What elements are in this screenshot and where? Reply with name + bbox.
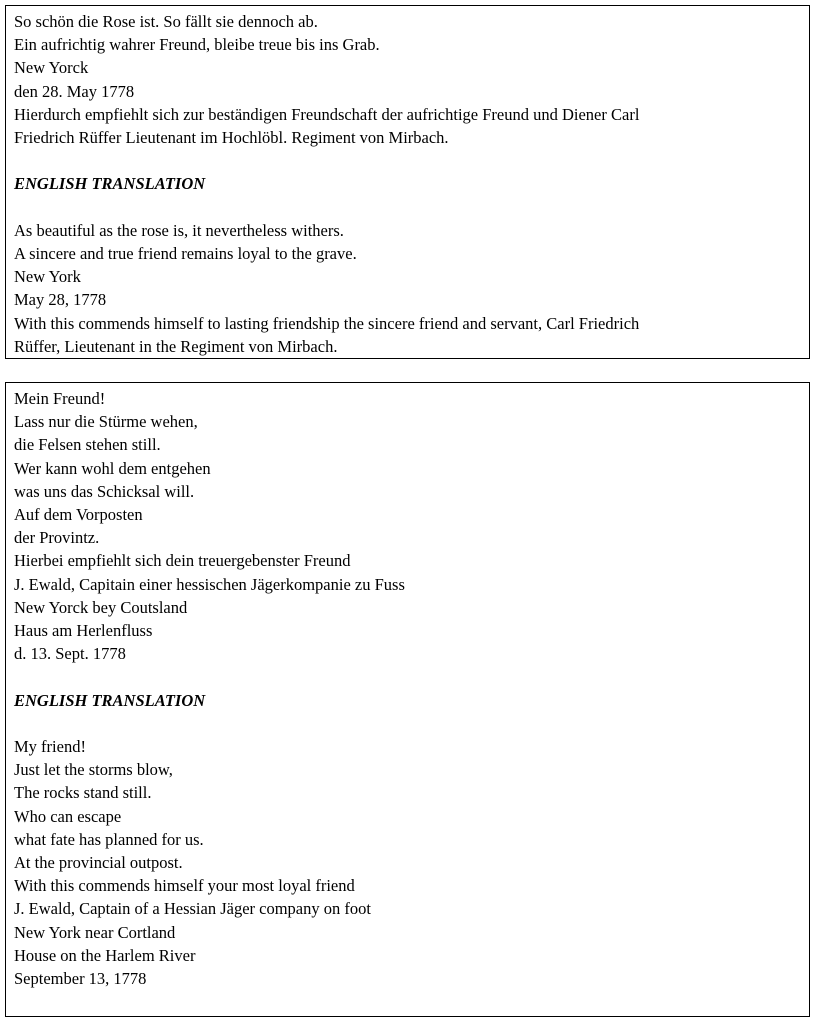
text-line: New Yorck bey Coutsland [14, 597, 188, 617]
text-line: J. Ewald, Captain of a Hessian Jäger company on foot [14, 899, 371, 919]
text-line: die Felsen stehen still. [14, 435, 161, 455]
text-line: A sincere and true friend remains loyal to the grave. [14, 244, 357, 263]
text-line: den 28. May 1778 [14, 81, 135, 101]
entry-box-ruffer [5, 5, 810, 359]
text-line: Hierbei empfiehlt sich dein treuergebenster Freund [14, 551, 351, 571]
text-line: J. Ewald, Capitain einer hessischen Jägerkompanie zu Fuss [14, 574, 405, 594]
text-line: Haus am Herlenfluss [14, 621, 153, 641]
blank-line [14, 196, 801, 219]
text-line: Hierdurch empfiehlt sich zur beständigen Freundschaft der aufrichtige Freund und Diener Carl [14, 104, 640, 124]
text-line: With this commends himself your most loyal friend [14, 876, 355, 896]
text-line: As beautiful as the rose is, it nevertheless withers. [14, 220, 344, 240]
text-line: Lass nur die Stürme wehen, [14, 412, 198, 432]
text-line: Mein Freund! [14, 389, 106, 408]
translation-heading: ENGLISH TRANSLATION [14, 174, 206, 194]
text-line: Rüffer, Lieutenant in the Regiment von Mirbach. [14, 336, 338, 356]
text-line: September 13, 1778 [14, 969, 147, 989]
translation-heading: ENGLISH TRANSLATION [14, 690, 206, 710]
original-text [14, 387, 801, 665]
text-line: Just let the storms blow, [14, 760, 173, 780]
blank-line [14, 665, 801, 688]
text-line: May 28, 1778 [14, 290, 107, 310]
text-line: was uns das Schicksal will. [14, 481, 195, 501]
translation-text [14, 735, 801, 990]
text-line: Who can escape [14, 806, 122, 826]
blank-line [14, 712, 801, 735]
text-line: what fate has planned for us. [14, 829, 204, 849]
text-line: der Provintz. [14, 528, 100, 548]
blank-line [14, 149, 801, 172]
entry-box-ewald [5, 382, 810, 1017]
text-line: So schön die Rose ist. So fällt sie dennoch ab. [14, 12, 318, 31]
text-line: My friend! [14, 737, 86, 757]
text-line: d. 13. Sept. 1778 [14, 644, 126, 664]
translation-text [14, 219, 801, 358]
text-line: New York near Cortland [14, 922, 176, 942]
text-line: With this commends himself to lasting friendship the sincere friend and servant, Carl Friedrich [14, 313, 640, 333]
text-line: Friedrich Rüffer Lieutenant im Hochlöbl. Regiment von Mirbach. [14, 128, 449, 148]
text-line: Ein aufrichtig wahrer Freund, bleibe treue bis ins Grab. [14, 35, 380, 55]
text-line: Wer kann wohl dem entgehen [14, 458, 211, 478]
text-line: House on the Harlem River [14, 945, 196, 965]
text-line: New York [14, 267, 81, 287]
text-line: The rocks stand still. [14, 783, 152, 803]
text-line: At the provincial outpost. [14, 853, 183, 873]
text-line: Auf dem Vorposten [14, 505, 143, 525]
original-text [14, 10, 801, 149]
text-line: New Yorck [14, 58, 89, 78]
